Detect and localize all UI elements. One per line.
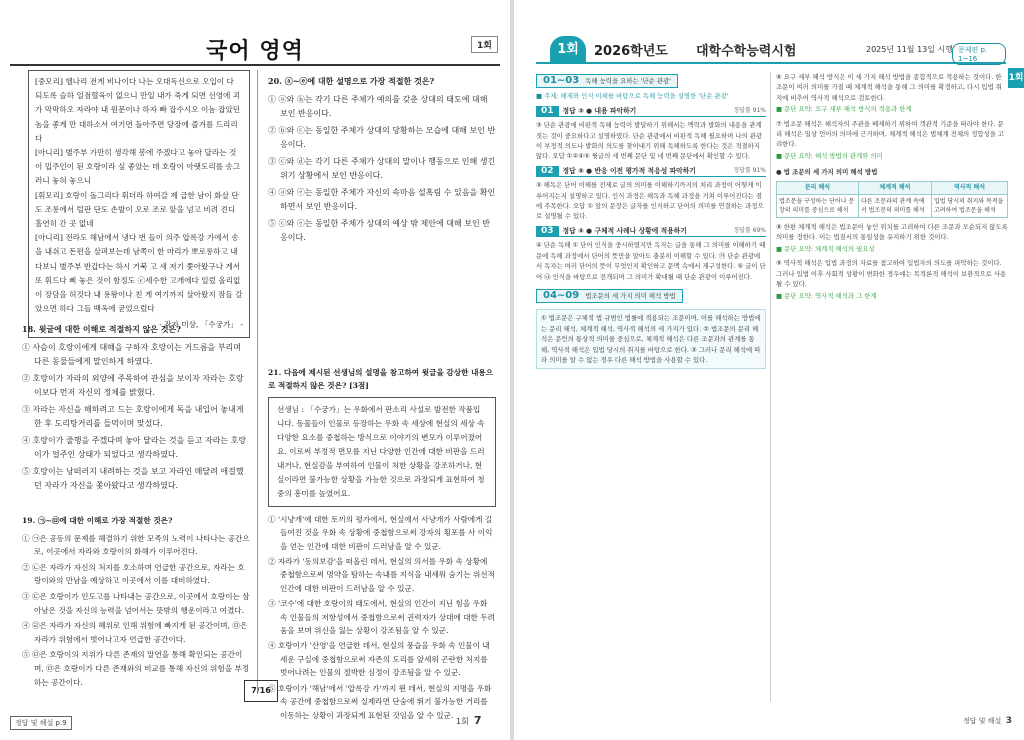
passage-paragraph: [아니리] 전라도 해남에서 냉다 번 들이 의주 압록강 가에서 송을 내쉬고 돈편을 살펴보는데 남쪽이 한 마리가 뽀로롱하고 내다보니 별주부 반갑다는 하시 거북 고 새 저기 쫓아왔구나 게서 또 휘드다 삐 놓은 것이 함정도 ⓔ세수한 고개에다 일렀 올리없이 장담을 허것다 내 용왕이나 친 게 여기까지 살아왔지 잠들 갈았으면 하다 그들 백옥에 굳었으렀다 xyxy=(35,233,243,314)
footer-label: 정답 및 해설 xyxy=(963,717,1002,725)
item-title: 정답 ③ ● 내용 파악하기 xyxy=(562,106,637,115)
footer-page-number: 3 xyxy=(1005,716,1012,726)
footer-session: 1회 xyxy=(456,717,469,726)
section-header xyxy=(536,74,678,88)
section-title: 법조문의 세 가지 의미 해석 방법 xyxy=(585,291,676,300)
page-footer xyxy=(963,716,1012,726)
page-footer xyxy=(456,714,482,727)
accuracy-rate: 정답률 91% xyxy=(733,106,766,114)
teacher-explanation-box: 선생님 : 「수궁가」는 우화에서 판소리 사설로 발전한 작품입니다. 동물들이 인물로 등장하는 우화 속 세상에 현실의 세상 속 다양한 요소를 중첩하는 방식으로 이야기의 변모가 이루어졌어요. 이로써 부정적 면모를 지닌 다양한 인간에 대한 비판을 드러내거나, 현실감을 부여하여 인물이 처한 상황을 강조하거나, 현실이라면 불가능한 상황을 가능한 것으로 과장되게 표현하여 청중의 흥미를 높였어요. xyxy=(268,397,496,507)
table-cell: 법조문을 구성하는 단어나 문장의 의미를 중심으로 해석 xyxy=(777,195,859,218)
passage-paragraph: [중모리] 헬나리 전게 비나이다 나는 오대독신으로 오입이 다 되도록 슬하 일점혈육이 없으니 만일 내가 죽게 되면 선영에 괴가 막막하오 자라야 내 원문이나 하자 빠 잡수시오 이놈 잡았던 놈을 좋게 만 대하소서 여기면 돌아주면 당장에 즐겨를 드리리다 xyxy=(35,77,241,143)
passage-paragraph: [휘모리] 호랑이 돌그리다 휘더라 하여갈 제 급한 남이 화살 단도 조롱에서 털판 단도 손발이 오로 조로 앞을 넘고 비려 견디 홀연히 간 곳 없네 xyxy=(35,190,239,229)
item-title: 정답 ⑤ ● 반응 이전 평가적 적응성 파악하기 xyxy=(562,166,696,175)
item-number: 01 xyxy=(536,106,559,116)
question-stem: 20. ⓐ~ⓔ에 대한 설명으로 가장 적절한 것은? xyxy=(268,76,435,86)
answer-option: ④ ⓐ와 ⓔ는 동일한 주체가 자신의 속마음 설혹림 수 있음을 확인하면서 보인 반응이다. xyxy=(268,187,496,211)
paragraph-summary: ■ 문단 요약: 체계적 해석의 필요성 xyxy=(776,244,875,253)
answer-option: ② 호랑이가 자라의 외양에 주목하여 관심을 보이자 자라는 호랑이보다 먼저 자신의 정체를 밝혔다. xyxy=(22,373,244,397)
explanation-text: ⑥ 요구 세부 해석 방식은 이 세 가지 해석 방법을 종합적으로 적용하는 것이다. 한 조문이 여러 의미를 가질 때 체계적 해석을 통해 그 의미를 확정하고, 다시 입법 취지에 비추어 역사적 해석으로 검토한다. xyxy=(776,73,1002,102)
paragraph-summary: ■ 문단 요약: 해석 방법의 관계와 의미 xyxy=(776,151,883,160)
answer-column-2 xyxy=(776,72,1008,302)
answer-option: ③ 자라는 자신을 해하려고 드는 호랑이에게 독을 내입어 놓내게 한 후 도리탕거리를 들먹이며 맞섰다. xyxy=(22,404,244,428)
exam-date: 2025년 11월 13일 시행 xyxy=(866,45,953,54)
answer-item-header xyxy=(536,226,766,237)
answer-item-header xyxy=(536,166,766,177)
explanation-text: ③ 단순 관광에 비판적 독해 능력이 발달하기 위해서는 맥락과 발화의 내용을 관계 짓는 것이 중요하다고 설명하였다. 단순 관광에서 비판적 독해 필요하며 나의 관광이 부정적 의도나 발화의 의도를 찾아내기 위해 독해하도록 한다는 것은 적절하지 않다. 오답 ①②④⑤ 윗글의 세 번째 문단 및 네 번째 문단에서 확인할 수 있다. xyxy=(536,121,763,161)
footer-page-number: 7 xyxy=(473,714,482,727)
interpretation-table xyxy=(776,181,1008,218)
table-cell: 다른 조문과의 관계 속에서 법조문의 의미를 해석 xyxy=(858,195,931,218)
answer-option: ① 사슴이 호랑이에게 대해을 구하자 호랑이는 거드름을 부리며 다른 동물들에게 말인하게 하였다. xyxy=(22,342,241,366)
answer-option: ③ ⓒ와 ⓓ는 각기 다른 주체가 상대의 말이나 행동으로 인해 생긴 위기 상황에서 보인 반응이다. xyxy=(268,156,496,180)
answer-option: ② 자라가 '동의보감'을 떠올린 데서, 현실의 의서를 우화 속 상황에 중첩함으로써 명약을 탐하는 속내를 지식을 내세워 숨기는 위선적 인간에 대한 비판이 드러남을 알 수 있군. xyxy=(268,557,495,593)
topic-line: ■ 주제: 해제와 인식 이해를 바탕으로 독해 능력을 설명한 '단순 관광' xyxy=(536,92,729,101)
answer-option: ① '시냥개'에 대한 토끼의 평가에서, 현실에서 사냥개가 사람에게 길들여진 것을 우화 속 상황에 중첩함으로써 강자의 횡포를 사 이익을 얻는 인간에 대한 비판이 드러남을 알 수 있군. xyxy=(268,514,493,551)
question-stem: 19. ㉠~㉤에 대한 이해로 가장 적절한 것은? xyxy=(22,516,173,525)
question-20 xyxy=(268,74,496,248)
explanation-text: ⑨ 역사적 해석은 입법 과정의 자료를 참고하여 입법자의 의도를 파악하는 것이다. 그러나 입법 이후 사회적 상황이 변화한 경우에는 목적론적 해석이 보완적으로 사용될 수 있다. xyxy=(776,259,1007,289)
accuracy-rate: 정답률 69% xyxy=(733,226,766,234)
table-cell: 입법 당시의 취지와 목적을 고려하여 법조문을 해석 xyxy=(931,195,1007,218)
passage-source: - 작자 미상, 「수궁가」 - xyxy=(159,320,243,330)
answer-option: ⑤ ㉤은 호랑이의 지위가 다른 존재의 말연을 통해 확인되는 공간이며, ㉤은 호랑이가 다른 존재와의 비교를 통해 자신의 위험을 부정하는 공간이다. xyxy=(22,650,250,687)
section-label: 04~09 xyxy=(543,289,580,301)
answer-option: ⑤ ⓒ와 ⓔ는 동일한 주체가 상대의 예상 밖 제안에 대해 보인 반응이다. xyxy=(268,218,490,242)
table-header-cell: 문리 해석 xyxy=(777,181,859,194)
answer-page-right xyxy=(514,0,1024,740)
answer-header xyxy=(536,36,1006,64)
section-title: 독해 능력을 요하는 '단순 관광' xyxy=(585,77,671,85)
answer-item-header xyxy=(536,106,766,117)
paragraph-summary: ■ 문단 요약: 요구 세부 해석 방식의 적용과 한계 xyxy=(776,105,912,114)
answer-option: ① ⓐ와 ⓑ는 각기 다른 주체가 예의를 갖춘 상대의 태도에 대해 보인 반응이다. xyxy=(268,94,488,118)
answer-option: ② ㉡은 자라가 자신의 처지를 호소하며 언급한 공간으로, 자라는 호랑이와의 만남을 예상하고 이곳에서 이를 대비하였다. xyxy=(22,562,245,586)
passage-paragraph: [아니리] 별주부 가만히 생각해 봉에 주겠다고 놓아 달라는 것이 밉주인이 된 호랑이라 싶 좋았는 데 호랑이 아랫도리를 송그러니 놓혀 놓으니 xyxy=(35,148,241,186)
item-number: 02 xyxy=(536,166,559,176)
answer-option: ⑤ 호랑이가 '해남'에서 '압록강 가'까지 뛴 데서, 현실의 지명을 우화 속 공간에 중첩함으로써 실제라면 단숨에 뛰기 불가능한 거리를 이동하는 상황이 과장되게 표현된 것임을 알 수 있군. xyxy=(268,683,492,720)
exam-year: 2026학년도 xyxy=(594,44,668,59)
answer-option: ③ '코수'에 대한 호랑이의 태도에서, 현실의 인간이 지닌 힘을 우화 속 인물들의 저항성에서 중첩함으로써 권력자가 상대에 대한 두려움을 보며 위신을 잃는 상황이 강조됨을 알 수 있군. xyxy=(268,599,495,636)
section-label: 01~03 xyxy=(543,75,580,86)
explanation-text: ⑦ 법조문 해석은 해석자의 주관을 배제하기 위하여 객관적 기준을 따라야 한다. 문리 해석은 일상 언어의 의미에 근거하며, 체계적 해석은 법체계 전체의 정합성을 고려한다. xyxy=(776,119,1005,149)
answer-option: ④ 호랑이가 '산영'을 언급한 데서, 현실의 풍습을 우화 속 인물이 내세운 구실에 중첩함으로써 자존의 도리를 앞세워 곤란한 처지를 벗어나려는 인물의 절박한 심정이 강조됨을 알 수 있군. xyxy=(268,641,490,678)
answer-option: ② ⓑ와 ⓒ는 동일한 주체가 상대의 당황하는 모습에 대해 보인 반응이다. xyxy=(268,125,496,149)
table-header-cell: 체계적 해석 xyxy=(858,181,931,194)
passage-box xyxy=(28,70,250,338)
column-divider xyxy=(257,70,258,690)
page-counter-box: 7/16 xyxy=(244,680,278,702)
answer-option: ① ㉠은 공동의 문제를 해결하기 위한 모족의 노력이 나타나는 공간으로, 이곳에서 자라와 호랑이의 화해가 이루어진다. xyxy=(22,533,250,557)
subject-title: 국어 영역 xyxy=(206,39,304,64)
answer-column-1 xyxy=(536,72,766,372)
question-18 xyxy=(22,322,250,496)
table-caption: ● 법 조문의 세 가지 의미 해석 방법 xyxy=(776,168,878,177)
explanation-text: ⑤ 해독은 단어 이해를 전제로 글의 의미를 이해하기까지의 처리 과정이 어떻게 이루어지는지 설명하고 있다. 인식 과정은 해독과 독해 과정을 거쳐 이루어진다는 점에 주목한다. 오답 ① 앞의 문장은 글자를 인식하고 단어의 의미를 연결하는 과정으로 설명될 수 있다. xyxy=(536,181,764,221)
answer-option: ③ ㉢은 호랑이가 인도고를 나타내는 공간으로, 이곳에서 호랑이는 삼아남은 것을 자신의 능력을 넘어서는 뜻밖의 행운이라고 여겼다. xyxy=(22,591,250,615)
section-header xyxy=(536,289,683,303)
range-pill: 문제편 p. 1~16 xyxy=(952,43,1006,65)
side-tab[interactable]: 1회 xyxy=(1008,68,1024,88)
answer-option: ④ 호랑이가 줄행을 주겠다며 놓아 달라는 것을 듣고 자라는 호랑이가 얼주인 상태가 되었다고 생각하였다. xyxy=(22,435,247,459)
answer-option: ④ ㉣은 자라가 자신의 혜위로 인해 위험에 빠지게 된 공간이며, ㉤은 자라가 위험에서 벗어나고자 언급한 공간이다. xyxy=(22,621,248,644)
explanation-text: ④ 단순 독해 ① 단어 인식을 중시하였지만 독자는 글을 통해 그 의미를 이해하기 때문에 독해 과정에서 단어의 뜻만을 알아도 충분히 이해할 수 있다. ㉮ 단순 관광에서 독자는 여러 단어의 뜻이 무엇인지 확인하고 문맥 속에서 재구성한다. ⑤ 글이 단어 ㉯ 인식을 바탕으로 전개되며 그 의미가 확대될 때 단순 관광이 이루어진다. xyxy=(536,241,766,281)
question-19 xyxy=(22,514,250,691)
title-rule xyxy=(10,64,500,66)
explanation-text: ⑧ 한편 체계적 해석은 법조문이 놓인 위치를 고려하여 다른 조문과 모순되지 않도록 의미를 정한다. 이는 법질서의 통일성을 유지하기 위한 것이다. xyxy=(776,223,1008,242)
exam-title: 대학수학능력시험 xyxy=(696,44,797,59)
column-divider xyxy=(770,72,771,702)
question-stem: 18. 윗글에 대한 이해로 적절하지 않은 것은? xyxy=(22,324,181,334)
passage-analysis-box: ① 법조문은 구체적 법 규범인 법률에 적용되는 조문이며, 이를 해석하는 방법에는 문리 해석, 체계적 해석, 역사적 해석의 세 가지가 있다. ② 법조문의 문리 해석은 문언의 통상적 의미를 중심으로, 체계적 해석은 다른 조문과의 관계를 통해, 역사적 해석은 입법 당시의 취지를 바탕으로 한다. ③ 그러나 문리 해석에 따라 의미를 알 수 없는 경우 다른 해석 방법을 사용할 수 있다. xyxy=(536,309,766,369)
item-number: 03 xyxy=(536,226,559,236)
paragraph-summary: ■ 문단 요약: 역사적 해석과 그 한계 xyxy=(776,291,877,300)
exam-page-left xyxy=(0,0,510,740)
session-badge: 1회 xyxy=(550,36,586,64)
answer-reference-tag: 정답 및 해설 p.9 xyxy=(10,716,72,730)
table-header-cell: 역사적 해석 xyxy=(931,181,1007,194)
session-badge: 1회 xyxy=(471,36,498,53)
item-title: 정답 ④ ● 구체적 사례나 상황에 적용하기 xyxy=(562,226,687,235)
question-stem: 21. 다음에 제시된 선생님의 설명을 참고하여 윗글을 감상한 내용으로 적절하지 않은 것은? [3점] xyxy=(268,368,494,391)
question-21 xyxy=(268,366,496,724)
answer-option: ⑤ 호랑이는 낭떠러지 내려하는 것을 보고 자라인 매달려 애걸했던 자라가 자신을 쫓아왔다고 생각하였다. xyxy=(22,466,244,490)
accuracy-rate: 정답률 91% xyxy=(733,166,766,174)
